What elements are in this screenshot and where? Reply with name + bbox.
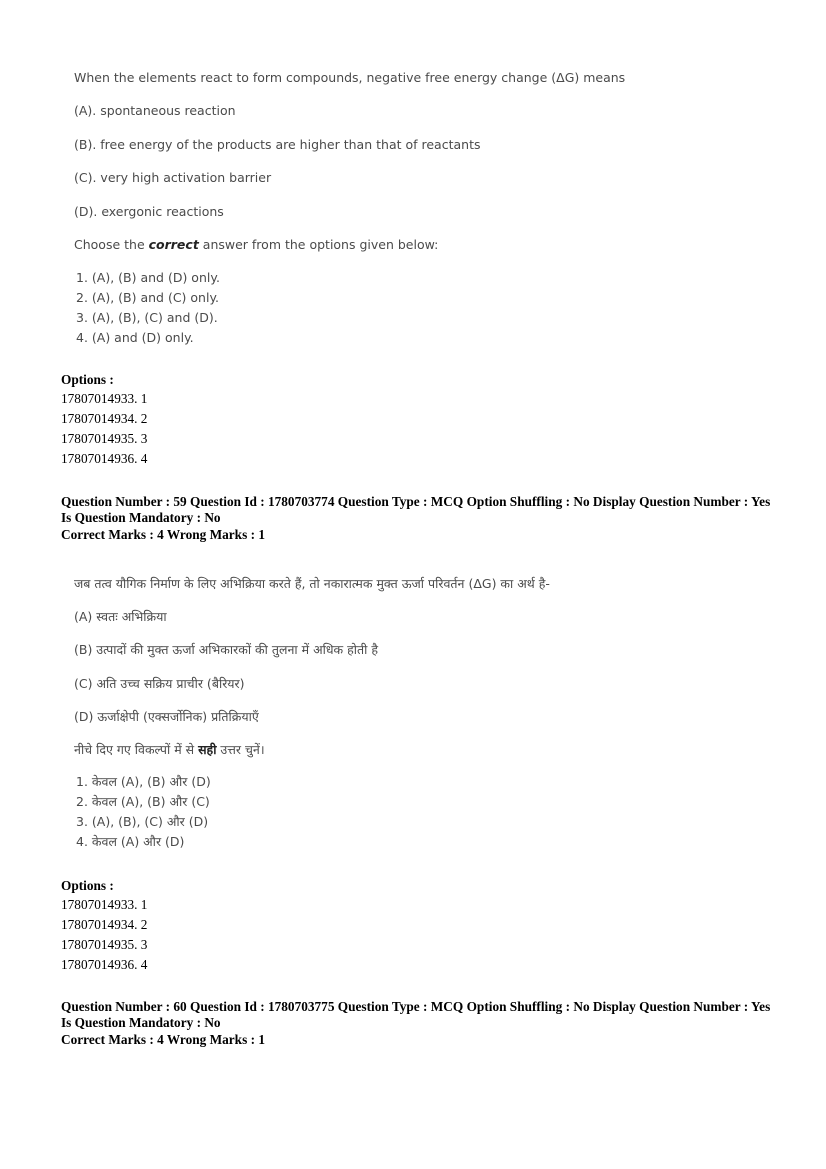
option-id: 17807014935. 3 [61, 431, 148, 446]
question-header: Question Number : 60 Question Id : 1780703775 Question Type : MCQ Option Shuffling : No Display Question Number : Yes [61, 999, 771, 1014]
option-id: 17807014933. 1 [61, 391, 148, 406]
option-a: (A). spontaneous reaction [74, 103, 236, 118]
choose-instruction: Choose the correct answer from the options given below: [74, 237, 439, 252]
option-id: 17807014934. 2 [61, 411, 148, 426]
options-list [61, 895, 147, 975]
option-id: 17807014934. 2 [61, 917, 148, 932]
question-marks: Correct Marks : 4 Wrong Marks : 1 [61, 527, 265, 542]
question-marks: Correct Marks : 4 Wrong Marks : 1 [61, 1032, 265, 1047]
answer-item: 3. (A), (B), (C) and (D). [76, 310, 218, 325]
answer-item: 2. केवल (A), (B) और (C) [76, 794, 210, 809]
question-stem: When the elements react to form compounds, negative free energy change (ΔG) means [74, 70, 626, 85]
answer-item: 4. केवल (A) और (D) [76, 834, 185, 849]
answer-list [76, 268, 220, 348]
option-a: (A) स्वतः अभिक्रिया [74, 609, 167, 624]
option-id: 17807014935. 3 [61, 937, 148, 952]
answer-item: 2. (A), (B) and (C) only. [76, 290, 220, 305]
option-d: (D) ऊर्जाक्षेपी (एक्सर्जोनिक) प्रतिक्रियाएँ [74, 709, 259, 724]
options-label: Options : [61, 878, 114, 893]
options-label: Options : [61, 372, 114, 387]
question-mandatory: Is Question Mandatory : No [61, 1015, 221, 1030]
option-b: (B) उत्पादों की मुक्त ऊर्जा अभिकारकों की तुलना में अधिक होती है [74, 642, 378, 657]
option-b: (B). free energy of the products are higher than that of reactants [74, 137, 481, 152]
answer-item: 1. (A), (B) and (D) only. [76, 270, 220, 285]
option-id: 17807014936. 4 [61, 957, 148, 972]
question-header: Question Number : 59 Question Id : 1780703774 Question Type : MCQ Option Shuffling : No Display Question Number : Yes [61, 494, 771, 509]
answer-item: 3. (A), (B), (C) और (D) [76, 814, 209, 829]
question-mandatory: Is Question Mandatory : No [61, 510, 221, 525]
options-list [61, 389, 147, 469]
option-d: (D). exergonic reactions [74, 204, 224, 219]
question-stem: जब तत्व यौगिक निर्माण के लिए अभिक्रिया करते हैं, तो नकारात्मक मुक्त ऊर्जा परिवर्तन (ΔG) का अर्थ है- [74, 576, 550, 591]
option-c: (C) अति उच्च सक्रिय प्राचीर (बैरियर) [74, 676, 245, 691]
choose-instruction: नीचे दिए गए विकल्पों में से सही उत्तर चुनें। [74, 742, 265, 757]
option-id: 17807014933. 1 [61, 897, 148, 912]
answer-list [76, 772, 211, 852]
option-id: 17807014936. 4 [61, 451, 148, 466]
answer-item: 4. (A) and (D) only. [76, 330, 194, 345]
answer-item: 1. केवल (A), (B) और (D) [76, 774, 211, 789]
option-c: (C). very high activation barrier [74, 170, 272, 185]
